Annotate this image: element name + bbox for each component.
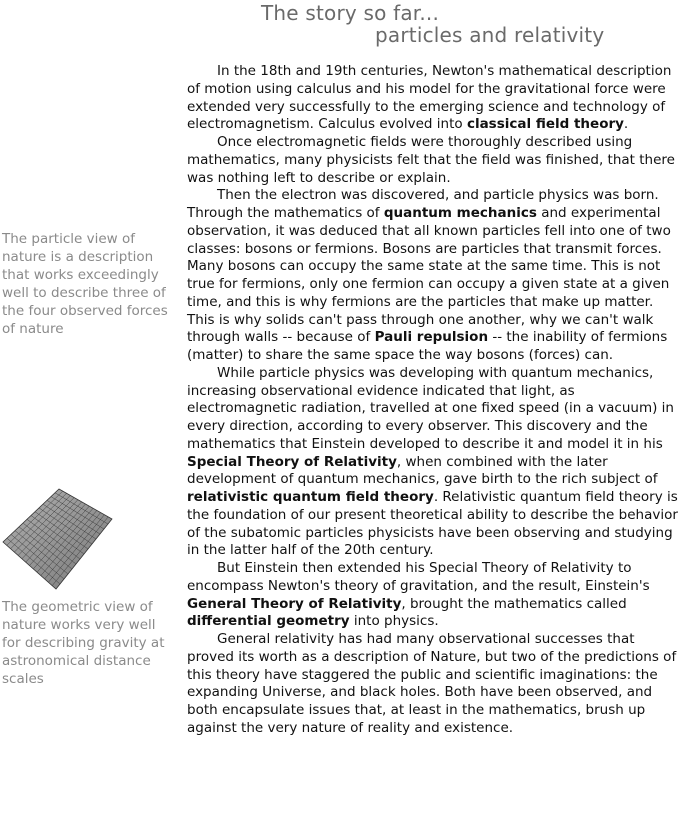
- paragraph-general-relativity: But Einstein then extended his Special Theory of Relativity to encompass Newton's theory of gravitation, and the result, Einstein's General Theory of Relativity, brought the mathematics called differential geometry into physics.: [187, 560, 650, 630]
- term-quantum-mechanics: quantum mechanics: [383, 205, 537, 221]
- term-differential-geometry: differential geometry: [187, 613, 350, 630]
- term-pauli-repulsion: Pauli repulsion: [374, 329, 489, 346]
- article-body: [187, 63, 683, 738]
- paragraph-observations: General relativity has had many observational successes that proved its worth as a description of Nature, but two of the predictions of this theory have staggered the public and scientific imaginations: the expanding Universe, and black holes. Both have been observed, and both encapsulate issues that, at least in the mathematics, brush up against the very nature of reality and existence.: [187, 631, 677, 736]
- page-header: [0, 0, 697, 56]
- page-title: The story so far...: [261, 1, 440, 25]
- term-classical-field-theory: classical field theory: [466, 116, 624, 133]
- geometric-view-note: The geometric view of nature works very well for describing gravity at astronomical distance scales: [2, 599, 165, 687]
- term-general-relativity: General Theory of Relativity: [187, 595, 402, 612]
- term-relativistic-qft: relativistic quantum field theory: [187, 489, 434, 505]
- term-special-relativity: Special Theory of Relativity: [187, 453, 397, 470]
- paragraph-newton: In the 18th and 19th centuries, Newton's mathematical description of motion using calculus and his model for the gravitational force were extended very successfully to the emerging science and technology of electromagnetism. Calculus evolved into classical field theory.: [187, 63, 672, 133]
- page-subtitle: particles and relativity: [375, 23, 605, 47]
- spacetime-grid-illustration: [0, 482, 116, 594]
- paragraph-electromagnetism: Once electromagnetic fields were thoroughly described using mathematics, many physicists felt that the field was finished, that there was nothing left to describe or explain.: [187, 134, 675, 186]
- paragraph-special-relativity: While particle physics was developing with quantum mechanics, increasing observational evidence indicated that light, as electromagnetic radiation, travelled at one fixed speed (in a vacuum) in every direction, according to every observer. This discovery and the mathematics that Einstein developed to describe it and model it in his Special Theory of Relativity, when combined with the later development of quantum mechanics, gave birth to the rich subject of relativistic quantum field theory. Relativistic quantum field theory is the foundation of our present theoretical ability to describe the behavior of the subatomic particles physicists have been observing and studying in the latter half of the 20th century.: [187, 364, 678, 559]
- paragraph-particle-physics: Then the electron was discovered, and particle physics was born. Through the mathematics of quantum mechanics and experimental observation, it was deduced that all known particles fell into one of two classes: bosons or fermions. Bosons are particles that transmit forces. Many bosons can occupy the same state at the same time. This is not true for fermions, only one fermion can occupy a given state at a given time, and this is why fermions are the particles that make up matter. This is why solids can't pass through one another, why we can't walk through walls -- because of Pauli repulsion -- the inability of fermions (matter) to share the same space the way bosons (forces) can.: [187, 187, 671, 363]
- particle-view-note: The particle view of nature is a description that works exceedingly well to describe three of the four observed forces of nature: [2, 231, 168, 337]
